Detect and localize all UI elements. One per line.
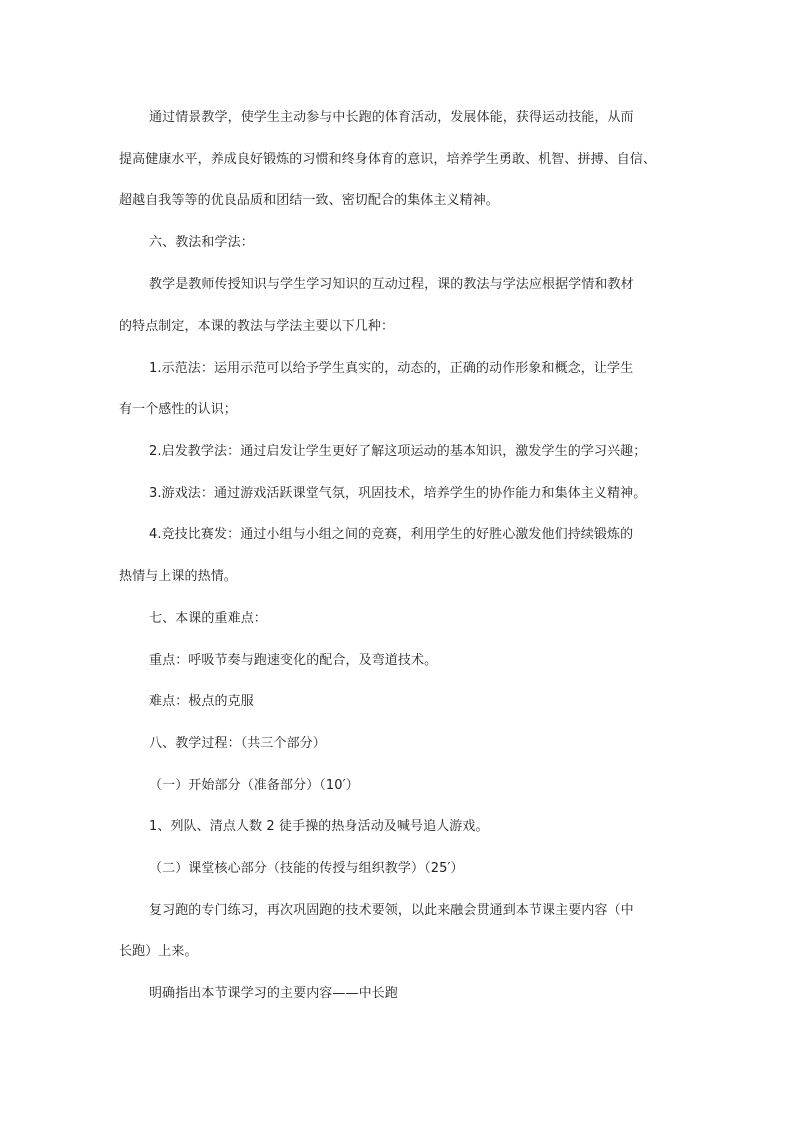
method-item-1-line-1: 1.示范法：运用示范可以给予学生真实的，动态的，正确的动作形象和概念，让学生 <box>149 361 634 376</box>
paragraph-goal-line-3: 超越自我等等的优良品质和团结一致、密切配合的集体主义精神。 <box>119 193 499 208</box>
process-part-2-line-2: 长跑）上来。 <box>119 944 198 959</box>
section-heading-methods: 六、教法和学法： <box>149 235 254 250</box>
paragraph-methods-line-2: 的特点制定，本课的教法与学法主要以下几种： <box>119 319 395 334</box>
method-item-2: 2.启发教学法：通过启发让学生更好了解这项运动的基本知识，激发学生的学习兴趣； <box>149 444 647 459</box>
paragraph-goal-line-1: 通过情景教学，使学生主动参与中长跑的体育活动，发展体能，获得运动技能，从而 <box>149 110 634 125</box>
process-part-2-line-3: 明确指出本节课学习的主要内容——中长跑 <box>149 986 398 1001</box>
method-item-3: 3.游戏法：通过游戏活跃课堂气氛，巩固技术，培养学生的协作能力和集体主义精神。 <box>149 486 647 501</box>
method-item-4-line-1: 4.竞技比赛发：通过小组与小组之间的竞赛，利用学生的好胜心激发他们持续锻炼的 <box>149 527 634 542</box>
method-item-1-line-2: 有一个感性的认识； <box>119 402 237 417</box>
process-part-2-line-1: 复习跑的专门练习，再次巩固跑的技术要领，以此来融会贯通到本节课主要内容（中 <box>149 903 634 918</box>
section-heading-key-points: 七、本课的重难点： <box>149 611 267 626</box>
process-part-1-heading: （一）开始部分（准备部分）（10′） <box>149 778 359 793</box>
key-point-focus: 重点：呼吸节奏与跑速变化的配合，及弯道技术。 <box>149 653 438 668</box>
paragraph-methods-line-1: 教学是教师传授知识与学生学习知识的互动过程，课的教法与学法应根据学情和教材 <box>149 277 634 292</box>
section-heading-process: 八、教学过程：（共三个部分） <box>149 736 326 751</box>
process-part-1-content: 1、列队、清点人数 2 徒手操的热身活动及喊号追人游戏。 <box>149 819 489 834</box>
key-point-difficulty: 难点：极点的克服 <box>149 694 254 709</box>
paragraph-goal-line-2: 提高健康水平，养成良好锻炼的习惯和终身体育的意识，培养学生勇敢、机智、拼搏、自信、 <box>119 152 657 167</box>
process-part-2-heading: （二）课堂核心部分（技能的传授与组织教学）（25′） <box>149 861 464 876</box>
method-item-4-line-2: 热情与上课的热情。 <box>119 569 237 584</box>
